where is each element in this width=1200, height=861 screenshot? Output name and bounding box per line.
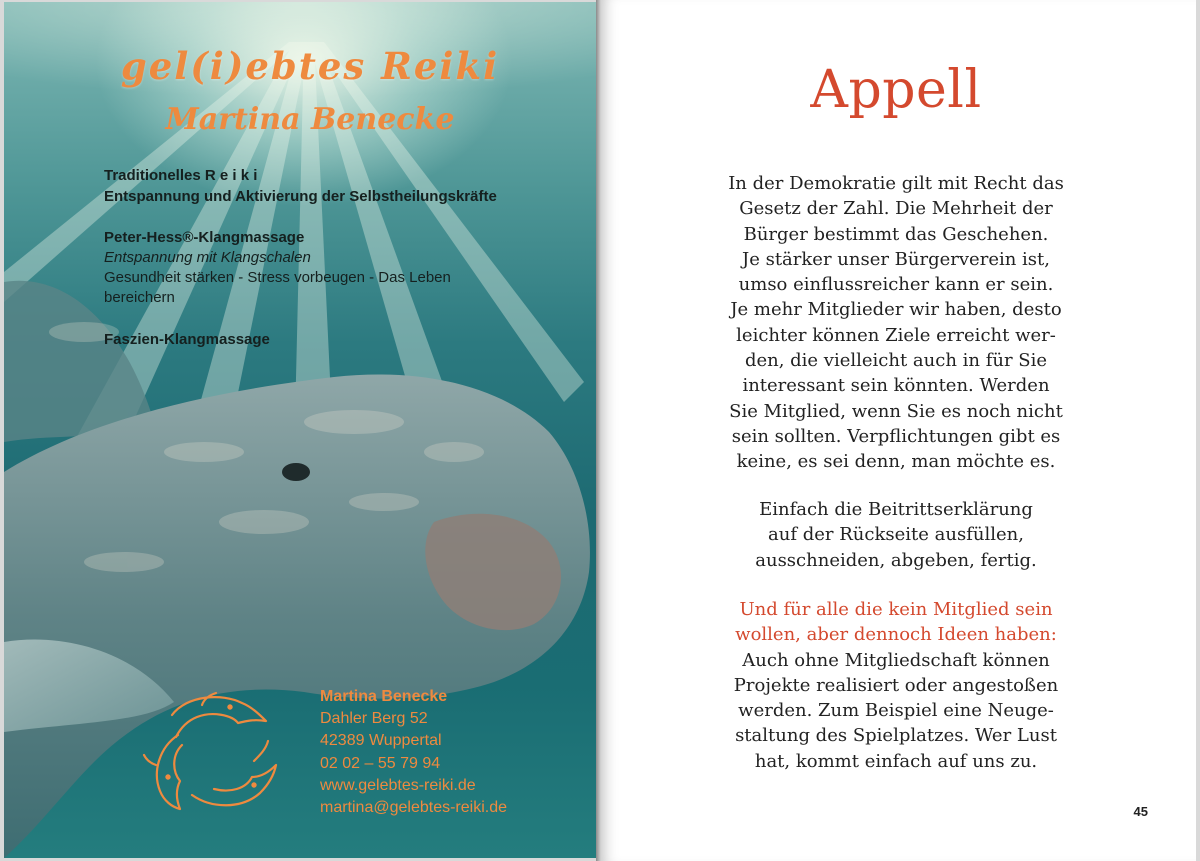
text-line: ausschneiden, abgeben, fertig. xyxy=(755,549,1037,571)
paragraph-intro xyxy=(602,171,1190,475)
text-line: den, die vielleicht auch in für Sie xyxy=(744,350,1048,372)
highlight-line: Und für alle die kein Mitglied sein xyxy=(739,599,1053,620)
text-line: Je stärker unser Bürgerverein ist, xyxy=(742,248,1050,270)
service-reiki-desc: Entspannung und Aktivierung der Selbstheilungskräfte xyxy=(104,188,497,205)
text-line: Je mehr Mitglieder wir haben, desto xyxy=(730,299,1062,321)
highlight-line: wollen, aber dennoch Ideen haben: xyxy=(735,624,1057,646)
text-line: In der Demokratie gilt mit Recht das xyxy=(728,173,1064,194)
text-line: werden. Zum Beispiel eine Neuge- xyxy=(738,700,1054,722)
text-line: staltung des Spielplatzes. Wer Lust xyxy=(735,725,1057,747)
text-line: umso einflussreicher kann er sein. xyxy=(738,274,1054,296)
contact-web-link[interactable]: www.gelebtes-reiki.de xyxy=(320,776,476,794)
text-line: Sie Mitglied, wenn Sie es noch nicht xyxy=(729,400,1063,422)
service-reiki: Traditionelles R e i k i xyxy=(104,167,258,184)
page-number: 45 xyxy=(1133,804,1148,819)
text-line: Einfach die Beitrittserklärung xyxy=(759,499,1033,520)
advert-title: gel(i)ebtes Reiki xyxy=(120,44,500,88)
service-klangmassage: Peter-Hess®-Klangmassage xyxy=(104,229,305,246)
text-line: Auch ohne Mitgliedschaft können xyxy=(742,649,1050,671)
three-dolphins-logo-icon xyxy=(142,685,282,813)
contact-city: 42389 Wuppertal xyxy=(320,732,442,750)
text-line: Projekte realisiert oder angestoßen xyxy=(733,674,1059,696)
text-line: Bürger bestimmt das Geschehen. xyxy=(743,223,1049,245)
text-line: keine, es sei denn, man möchte es. xyxy=(736,451,1056,473)
service-klangmassage-desc: Gesundheit stärken - Stress vorbeugen - Das Leben bereichern xyxy=(104,269,451,306)
text-line: hat, kommt einfach auf uns zu. xyxy=(754,750,1038,772)
page-heading: Appell xyxy=(810,60,982,120)
contact-block xyxy=(320,686,507,819)
paragraph-ideas xyxy=(602,597,1190,774)
text-line: Gesetz der Zahl. Die Mehrheit der xyxy=(739,198,1053,220)
text-line: sein sollten. Verpflichtungen gibt es xyxy=(731,425,1061,447)
text-line: auf der Rückseite ausfüllen, xyxy=(768,524,1024,546)
contact-name: Martina Benecke xyxy=(320,688,448,705)
service-faszien: Faszien-Klangmassage xyxy=(104,331,270,348)
advert-owner-name: Martina Benecke xyxy=(165,102,455,137)
text-line: leichter können Ziele erreicht wer- xyxy=(736,324,1056,346)
contact-phone: 02 02 – 55 79 94 xyxy=(320,754,441,772)
advert-page xyxy=(4,2,596,858)
text-line: interessant sein könnten. Werden xyxy=(742,375,1050,397)
contact-street: Dahler Berg 52 xyxy=(320,710,428,728)
paragraph-instructions xyxy=(602,497,1190,573)
text-page xyxy=(602,0,1196,861)
service-klangmassage-sub: Entspannung mit Klangschalen xyxy=(104,249,311,266)
contact-email-link[interactable]: martina@gelebtes-reiki.de xyxy=(320,799,507,817)
